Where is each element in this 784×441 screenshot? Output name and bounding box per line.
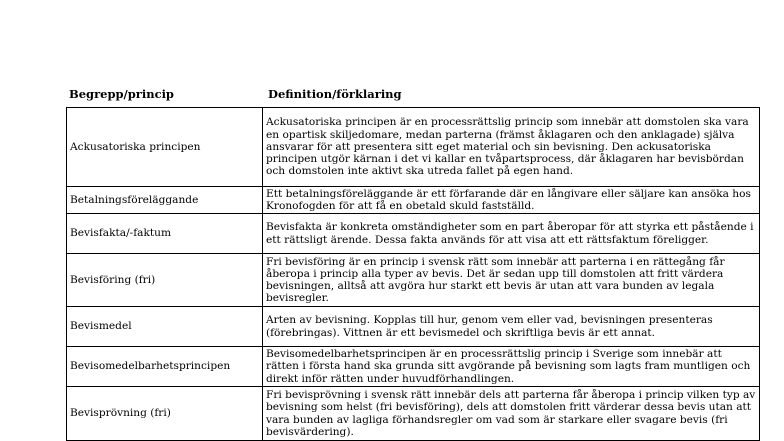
definition-cell: Bevisfakta är konkreta omständigheter som en part åberopar för att styrka ett påstående i ett rättsligt ärende. Dessa fakta används för att visa att ett rättsfaktum föreligger.: [263, 214, 760, 254]
table-row: [67, 214, 760, 254]
term-cell: Bevisprövning (fri): [67, 387, 263, 441]
table-row: [67, 108, 760, 187]
term-cell: Bevisfakta/-faktum: [67, 214, 263, 254]
definition-cell: Bevisomedelbarhetsprincipen är en processrättslig princip i Sverige som innebär att rätten i första hand ska grunda sitt avgörande på bevisning som lagts fram muntligen och direkt inför rätten under huvudförhandlingen.: [263, 347, 760, 387]
table-row: [67, 254, 760, 307]
term-cell: Bevisföring (fri): [67, 254, 263, 307]
table-row: [67, 307, 760, 347]
table-row: [67, 187, 760, 214]
definition-cell: Fri bevisprövning i svensk rätt innebär dels att parterna får åberopa i princip vilken typ av bevisning som helst (fri bevisföring), dels att domstolen fritt värderar dessa bevis utan att vara bunden av lagliga förhandsregler om vad som är starkare eller svagare bevis (fri bevisvärdering).: [263, 387, 760, 441]
table-row: [67, 387, 760, 441]
glossary-table: [66, 107, 760, 441]
column-header-term: Begrepp/princip: [69, 87, 174, 101]
definition-cell: Fri bevisföring är en princip i svensk rätt som innebär att parterna i en rättegång får åberopa i princip alla typer av bevis. Det är sedan upp till domstolen att fritt värdera bevisningen, alltså att avgöra hur starkt ett bevis är utan att vara bunden av legala bevisregler.: [263, 254, 760, 307]
definition-cell: Arten av bevisning. Kopplas till hur, genom vem eller vad, bevisningen presenteras (förebringas). Vittnen är ett bevismedel och skriftliga bevis är ett annat.: [263, 307, 760, 347]
table-row: [67, 347, 760, 387]
term-cell: Bevismedel: [67, 307, 263, 347]
definition-cell: Ett betalningsföreläggande är ett förfarande där en långivare eller säljare kan ansöka hos Kronofogden för att få en obetald skuld fastställd.: [263, 187, 760, 214]
definition-cell: Ackusatoriska principen är en processrättslig princip som innebär att domstolen ska vara en opartisk skiljedomare, medan parterna (främst åklagaren och den anklagade) själva ansvarar för att presentera sitt eget material och sin bevisning. Den ackusatoriska principen utgör kärnan i det vi kallar en tvåpartsprocess, där åklagaren har bevisbördan och domstolen inte aktivt ska utreda fallet på egen hand.: [263, 108, 760, 187]
column-header-definition: Definition/förklaring: [268, 87, 402, 101]
term-cell: Betalningsföreläggande: [67, 187, 263, 214]
term-cell: Ackusatoriska principen: [67, 108, 263, 187]
term-cell: Bevisomedelbarhetsprincipen: [67, 347, 263, 387]
